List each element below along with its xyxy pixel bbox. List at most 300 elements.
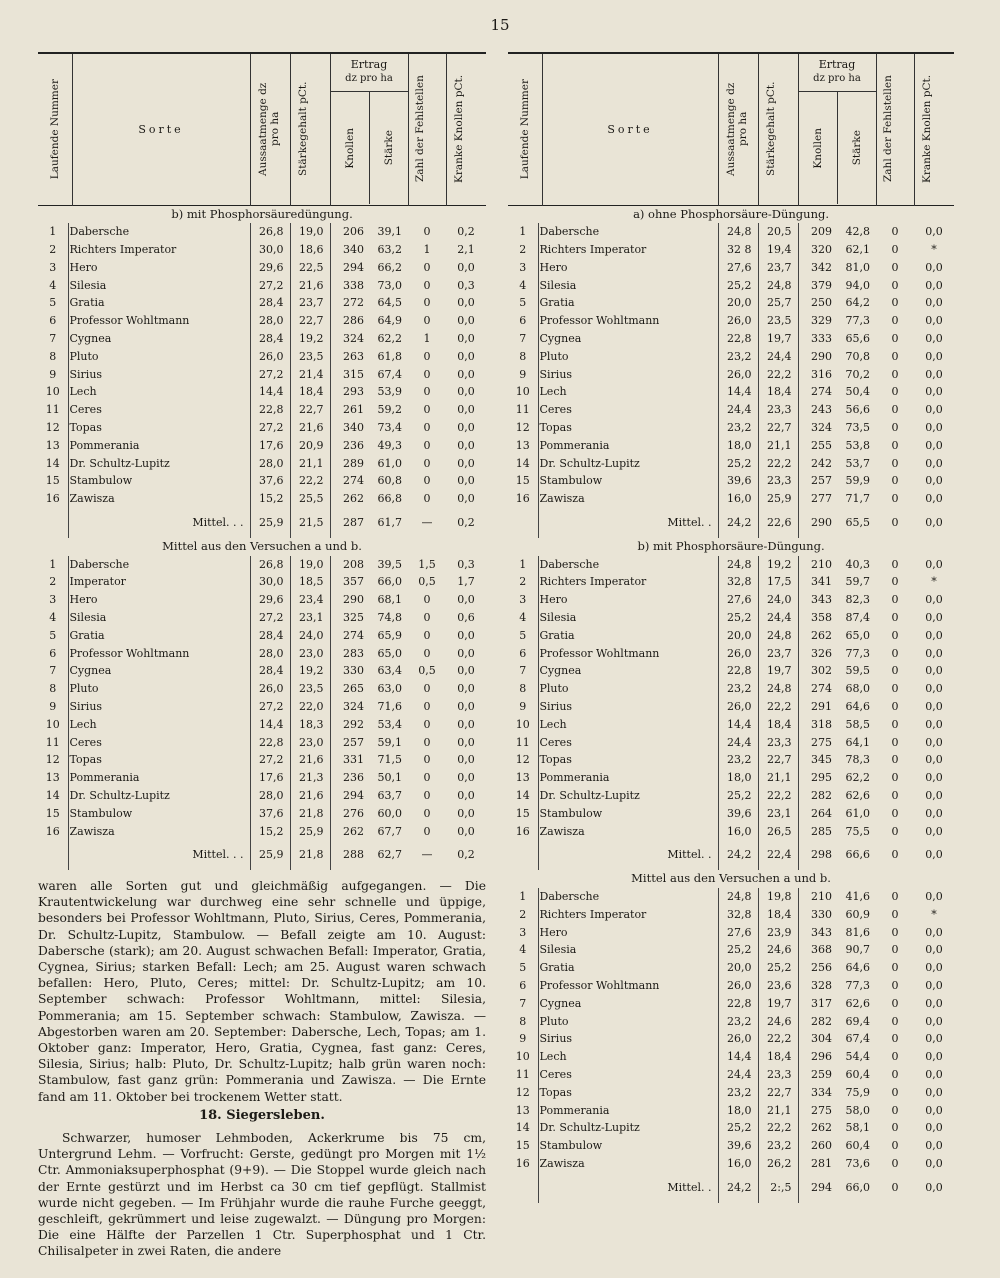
- cell-value: 1,5: [418, 557, 436, 571]
- row-number: 7: [519, 996, 527, 1010]
- table-row: [508, 662, 954, 680]
- cell-value: 331: [343, 753, 364, 767]
- mittel-value: 287: [343, 516, 364, 530]
- table-row: [38, 259, 486, 277]
- cell-value: 22,5: [290, 259, 330, 277]
- cell-value: 32 8: [718, 241, 758, 259]
- table-row: [508, 556, 954, 574]
- cell-value: 17,6: [250, 437, 290, 455]
- cell-value: 65,0: [377, 646, 402, 660]
- row-number: 4: [519, 611, 527, 625]
- cell-value: 0: [423, 474, 431, 488]
- table-row: [508, 977, 954, 995]
- cell-value: 379: [811, 278, 832, 292]
- row-number: 11: [515, 735, 530, 749]
- cell-value: 2,1: [457, 243, 475, 257]
- cell-value: 210: [811, 557, 832, 571]
- cell-value: 0,2: [457, 225, 475, 239]
- cell-value: 0,0: [925, 978, 943, 992]
- cell-value: 330: [343, 664, 364, 678]
- cell-value: 21,6: [290, 751, 330, 769]
- cell-value: 294: [343, 789, 364, 802]
- cell-value: 334: [811, 1085, 832, 1099]
- cell-value: 0,0: [925, 593, 943, 607]
- table-row: [508, 1102, 954, 1120]
- table-row: [38, 573, 486, 591]
- row-number: 1: [519, 889, 527, 903]
- cell-value: 53,9: [377, 385, 402, 399]
- variety-name: Gratia: [538, 627, 718, 645]
- table-row: [508, 1048, 954, 1066]
- variety-name: Hero: [68, 259, 250, 277]
- table-row: [508, 1155, 954, 1173]
- table-row: [38, 366, 486, 384]
- variety-name: Professor Wohltmann: [538, 645, 718, 663]
- cell-value: 23,7: [758, 259, 798, 277]
- cell-value: 18,0: [718, 1102, 758, 1120]
- cell-value: 0,0: [925, 735, 943, 749]
- section-heading: 18. Siegersleben.: [199, 1108, 325, 1123]
- variety-name: Dabersche: [538, 888, 718, 906]
- cell-value: 304: [811, 1032, 832, 1046]
- table-row: [38, 556, 486, 574]
- cell-value: 330: [811, 907, 832, 921]
- cell-value: 27,2: [250, 609, 290, 627]
- cell-value: 1,7: [457, 575, 475, 589]
- row-number: 12: [45, 753, 60, 767]
- cell-value: 0,0: [457, 735, 475, 749]
- cell-value: 22,7: [758, 1084, 798, 1102]
- cell-value: 236: [343, 438, 364, 452]
- header-sorte: Sorte: [72, 53, 250, 205]
- variety-name: Silesia: [68, 277, 250, 295]
- cell-value: 296: [811, 1050, 832, 1064]
- page-number: 15: [490, 16, 510, 34]
- cell-value: 64,5: [377, 296, 402, 310]
- cell-value: 341: [811, 575, 832, 589]
- cell-value: 22,8: [718, 662, 758, 680]
- table-row: [508, 805, 954, 823]
- mittel-value: 25,9: [250, 508, 290, 538]
- cell-value: 0,0: [457, 628, 475, 642]
- cell-value: 64,1: [845, 735, 870, 749]
- cell-value: 23,2: [718, 680, 758, 698]
- cell-value: 0,0: [925, 403, 943, 417]
- cell-value: 0,0: [925, 943, 943, 957]
- cell-value: 0,0: [925, 332, 943, 346]
- cell-value: 0: [891, 682, 899, 696]
- mittel-value: 0,2: [457, 516, 475, 530]
- cell-value: 25,9: [290, 823, 330, 841]
- cell-value: 274: [343, 474, 364, 488]
- table-row: [38, 455, 486, 473]
- variety-name: Stambulow: [538, 805, 718, 823]
- cell-value: 0,0: [457, 789, 475, 802]
- cell-value: 39,1: [377, 225, 402, 239]
- cell-value: 0,0: [457, 456, 475, 470]
- variety-name: Gratia: [68, 627, 250, 645]
- table-row: [508, 769, 954, 787]
- cell-value: 23,2: [718, 1084, 758, 1102]
- row-number: 16: [515, 1156, 530, 1170]
- cell-value: 0: [423, 735, 431, 749]
- variety-name: Gratia: [538, 959, 718, 977]
- table-row: [38, 383, 486, 401]
- cell-value: 0: [423, 421, 431, 435]
- row-number: 5: [519, 628, 527, 642]
- cell-value: 28,4: [250, 294, 290, 312]
- row-number: 14: [45, 789, 60, 802]
- section-title: a) ohne Phosphorsäure-Düngung.: [633, 206, 829, 221]
- cell-value: 0: [423, 438, 431, 452]
- cell-value: 19,2: [758, 556, 798, 574]
- mittel-label: Mittel. .: [538, 1173, 718, 1203]
- row-number: 16: [45, 824, 60, 838]
- cell-value: 60,4: [845, 1067, 870, 1081]
- row-number: 9: [519, 367, 527, 381]
- cell-value: 23,6: [758, 977, 798, 995]
- cell-value: 25,2: [758, 959, 798, 977]
- row-number: 6: [519, 646, 527, 660]
- variety-name: Sirius: [538, 366, 718, 384]
- cell-value: 18,4: [758, 716, 798, 734]
- cell-value: 276: [343, 806, 364, 820]
- cell-value: 26,2: [758, 1155, 798, 1173]
- table-row: [508, 277, 954, 295]
- cell-value: 0,0: [457, 664, 475, 678]
- mittel-value: 21,8: [290, 840, 330, 870]
- table-row: [508, 645, 954, 663]
- variety-name: Cygnea: [68, 662, 250, 680]
- section-table: [38, 538, 486, 870]
- cell-value: 320: [811, 243, 832, 257]
- cell-value: 274: [811, 682, 832, 696]
- row-number: 1: [49, 225, 57, 239]
- cell-value: 0,0: [925, 1067, 943, 1081]
- cell-value: 24,4: [758, 609, 798, 627]
- variety-name: Dr. Schultz-Lupitz: [68, 787, 250, 805]
- table-row: [38, 294, 486, 312]
- header-ertrag: Ertrag dz pro ha Knollen Stärke: [798, 53, 876, 205]
- row-number: 10: [515, 1050, 530, 1064]
- row-number: 8: [519, 682, 527, 696]
- cell-value: 63,0: [377, 682, 402, 696]
- table-row: [38, 680, 486, 698]
- row-number: 6: [519, 978, 527, 992]
- cell-value: 0,0: [925, 278, 943, 292]
- cell-value: 23,3: [758, 734, 798, 752]
- row-number: 7: [519, 664, 527, 678]
- mittel-value: 0,0: [925, 1180, 943, 1194]
- cell-value: 22,2: [758, 698, 798, 716]
- cell-value: 49,3: [377, 438, 402, 452]
- row-number: 5: [49, 628, 57, 642]
- cell-value: 77,3: [845, 978, 870, 992]
- variety-name: Pluto: [68, 680, 250, 698]
- row-number: 2: [519, 575, 527, 589]
- cell-value: 50,4: [845, 385, 870, 399]
- table-row: [508, 627, 954, 645]
- cell-value: 37,6: [250, 805, 290, 823]
- cell-value: 23,1: [758, 805, 798, 823]
- cell-value: 28,4: [250, 662, 290, 680]
- cell-value: 23,5: [290, 680, 330, 698]
- cell-value: 0,3: [457, 278, 475, 292]
- cell-value: 14,4: [718, 383, 758, 401]
- cell-value: 324: [343, 700, 364, 714]
- variety-name: Topas: [538, 751, 718, 769]
- mittel-label: Mittel. . .: [68, 508, 250, 538]
- mittel-value: 0,0: [925, 516, 943, 530]
- variety-name: Professor Wohltmann: [538, 312, 718, 330]
- cell-value: 59,7: [845, 575, 870, 589]
- cell-value: 0,0: [457, 753, 475, 767]
- table-row: [508, 959, 954, 977]
- cell-value: 0: [891, 403, 899, 417]
- cell-value: 0: [891, 421, 899, 435]
- cell-value: 0,0: [457, 438, 475, 452]
- row-number: 15: [45, 806, 60, 820]
- cell-value: 24,6: [758, 1013, 798, 1031]
- row-number: 13: [515, 1103, 530, 1117]
- mittel-value: 21,5: [290, 508, 330, 538]
- cell-value: 22,7: [758, 751, 798, 769]
- cell-value: 20,0: [718, 627, 758, 645]
- variety-name: Silesia: [538, 941, 718, 959]
- table-row: [508, 995, 954, 1013]
- cell-value: 0,0: [925, 961, 943, 975]
- cell-value: 59,9: [845, 474, 870, 488]
- variety-name: Pluto: [538, 348, 718, 366]
- cell-value: 14,4: [718, 1048, 758, 1066]
- cell-value: 22,7: [290, 401, 330, 419]
- cell-value: 24,8: [718, 223, 758, 241]
- variety-name: Dabersche: [538, 223, 718, 241]
- cell-value: 0: [891, 925, 899, 939]
- cell-value: 242: [811, 456, 832, 470]
- cell-value: 0,0: [925, 664, 943, 678]
- cell-value: 0,0: [925, 996, 943, 1010]
- table-row: [508, 734, 954, 752]
- row-number: 11: [45, 735, 60, 749]
- table-row: [38, 787, 486, 805]
- table-row: [38, 698, 486, 716]
- mittel-value: 66,0: [845, 1180, 870, 1194]
- cell-value: 262: [343, 824, 364, 838]
- cell-value: 0,0: [925, 296, 943, 310]
- header-staerkegehalt: Stärkegehalt pCt.: [290, 53, 330, 205]
- cell-value: 343: [811, 593, 832, 607]
- cell-value: 286: [343, 314, 364, 328]
- row-number: 5: [519, 296, 527, 310]
- variety-name: Professor Wohltmann: [68, 312, 250, 330]
- cell-value: 260: [811, 1139, 832, 1153]
- cell-value: 22,2: [758, 787, 798, 805]
- cell-value: 0,0: [925, 367, 943, 381]
- cell-value: 19,0: [290, 223, 330, 241]
- cell-value: 259: [811, 1067, 832, 1081]
- cell-value: 0: [423, 456, 431, 470]
- cell-value: 0: [423, 260, 431, 274]
- variety-name: Richters Imperator: [538, 906, 718, 924]
- cell-value: 0,0: [925, 682, 943, 696]
- table-row: [38, 627, 486, 645]
- cell-value: 62,6: [845, 789, 870, 802]
- table-row: [38, 716, 486, 734]
- cell-value: 265: [343, 682, 364, 696]
- cell-value: 0: [891, 278, 899, 292]
- row-number: 11: [515, 1067, 530, 1081]
- header-aussaatmenge: Aussaatmenge dz pro ha: [718, 53, 758, 205]
- cell-value: 56,6: [845, 403, 870, 417]
- cell-value: 0: [423, 225, 431, 239]
- cell-value: 20,0: [718, 294, 758, 312]
- row-number: 9: [49, 700, 57, 714]
- cell-value: 39,6: [718, 805, 758, 823]
- cell-value: 22,8: [250, 734, 290, 752]
- cell-value: 292: [343, 717, 364, 731]
- cell-value: 28,4: [250, 627, 290, 645]
- left-column: [38, 52, 486, 870]
- row-number: 13: [45, 771, 60, 785]
- cell-value: 264: [811, 806, 832, 820]
- cell-value: 22,2: [758, 366, 798, 384]
- row-number: 13: [515, 771, 530, 785]
- row-number: 2: [519, 243, 527, 257]
- table-row: [508, 751, 954, 769]
- variety-name: Topas: [68, 419, 250, 437]
- cell-value: 0: [891, 1156, 899, 1170]
- row-number: 9: [519, 700, 527, 714]
- cell-value: 0: [891, 771, 899, 785]
- cell-value: 0: [891, 1085, 899, 1099]
- cell-value: 50,1: [377, 771, 402, 785]
- cell-value: 24,8: [758, 277, 798, 295]
- table-row: [508, 609, 954, 627]
- row-number: 2: [519, 907, 527, 921]
- variety-name: Stambulow: [68, 805, 250, 823]
- row-number: 11: [45, 403, 60, 417]
- cell-value: 21,1: [758, 769, 798, 787]
- cell-value: 63,7: [377, 789, 402, 802]
- cell-value: 0: [891, 961, 899, 975]
- cell-value: 282: [811, 1014, 832, 1028]
- cell-value: 18,0: [718, 769, 758, 787]
- cell-value: 23,2: [718, 419, 758, 437]
- row-number: 10: [45, 717, 60, 731]
- cell-value: 26,0: [718, 977, 758, 995]
- row-number: 5: [519, 961, 527, 975]
- cell-value: 23,3: [758, 472, 798, 490]
- cell-value: 68,1: [377, 593, 402, 607]
- cell-value: 0: [891, 349, 899, 363]
- header-kranke: Kranke Knollen pCt.: [446, 53, 486, 205]
- table-row: [38, 277, 486, 295]
- cell-value: 23,4: [290, 591, 330, 609]
- cell-value: 0,6: [457, 611, 475, 625]
- cell-value: 21,4: [290, 366, 330, 384]
- cell-value: 0,0: [457, 260, 475, 274]
- cell-value: 0,0: [457, 474, 475, 488]
- cell-value: 357: [343, 575, 364, 589]
- empty-cell: [508, 508, 538, 538]
- cell-value: 62,2: [377, 332, 402, 346]
- cell-value: 23,3: [758, 1066, 798, 1084]
- variety-name: Ceres: [68, 734, 250, 752]
- variety-name: Pluto: [538, 1013, 718, 1031]
- row-number: 15: [45, 474, 60, 488]
- cell-value: 23,2: [758, 1137, 798, 1155]
- cell-value: 23,0: [290, 734, 330, 752]
- variety-name: Dr. Schultz-Lupitz: [68, 455, 250, 473]
- cell-value: 27,6: [718, 259, 758, 277]
- cell-value: 23,2: [718, 348, 758, 366]
- row-number: 7: [49, 332, 57, 346]
- cell-value: 18,5: [290, 573, 330, 591]
- cell-value: 0: [423, 349, 431, 363]
- table-row: [508, 312, 954, 330]
- cell-value: 42,8: [845, 225, 870, 239]
- cell-value: 14,4: [250, 383, 290, 401]
- cell-value: 0: [891, 996, 899, 1010]
- cell-value: 0,0: [925, 225, 943, 239]
- mittel-value: 294: [811, 1180, 832, 1194]
- variety-name: Hero: [538, 924, 718, 942]
- cell-value: 0,0: [925, 385, 943, 399]
- cell-value: 368: [811, 943, 832, 957]
- cell-value: 26,0: [718, 312, 758, 330]
- cell-value: 295: [811, 771, 832, 785]
- cell-value: 26,0: [718, 698, 758, 716]
- mittel-value: —: [421, 516, 433, 530]
- cell-value: 59,5: [845, 664, 870, 678]
- cell-value: 302: [811, 664, 832, 678]
- cell-value: 21,6: [290, 277, 330, 295]
- cell-value: 22,0: [290, 698, 330, 716]
- cell-value: 59,1: [377, 735, 402, 749]
- table-row: [508, 330, 954, 348]
- cell-value: 78,3: [845, 753, 870, 767]
- mittel-value: 65,5: [845, 516, 870, 530]
- variety-name: Hero: [68, 591, 250, 609]
- table-row: [38, 769, 486, 787]
- variety-name: Pluto: [68, 348, 250, 366]
- cell-value: 294: [343, 260, 364, 274]
- table-row: [508, 259, 954, 277]
- cell-value: 74,8: [377, 611, 402, 625]
- row-number: 4: [519, 943, 527, 957]
- row-number: 12: [515, 1085, 530, 1099]
- row-number: 11: [515, 403, 530, 417]
- row-number: 8: [49, 349, 57, 363]
- header-fehlstellen: Zahl der Fehlstellen: [876, 53, 914, 205]
- cell-value: 19,7: [758, 995, 798, 1013]
- cell-value: 19,4: [758, 241, 798, 259]
- cell-value: 0,0: [925, 557, 943, 571]
- table-row: [508, 941, 954, 959]
- cell-value: 0: [423, 314, 431, 328]
- cell-value: 1: [423, 332, 431, 346]
- table-row: [508, 1066, 954, 1084]
- cell-value: 0,5: [418, 575, 436, 589]
- row-number: 6: [49, 314, 57, 328]
- cell-value: 0,0: [925, 646, 943, 660]
- table-row: [508, 437, 954, 455]
- cell-value: 318: [811, 717, 832, 731]
- cell-value: *: [931, 243, 937, 257]
- table-row: [38, 472, 486, 490]
- cell-value: 0,0: [925, 314, 943, 328]
